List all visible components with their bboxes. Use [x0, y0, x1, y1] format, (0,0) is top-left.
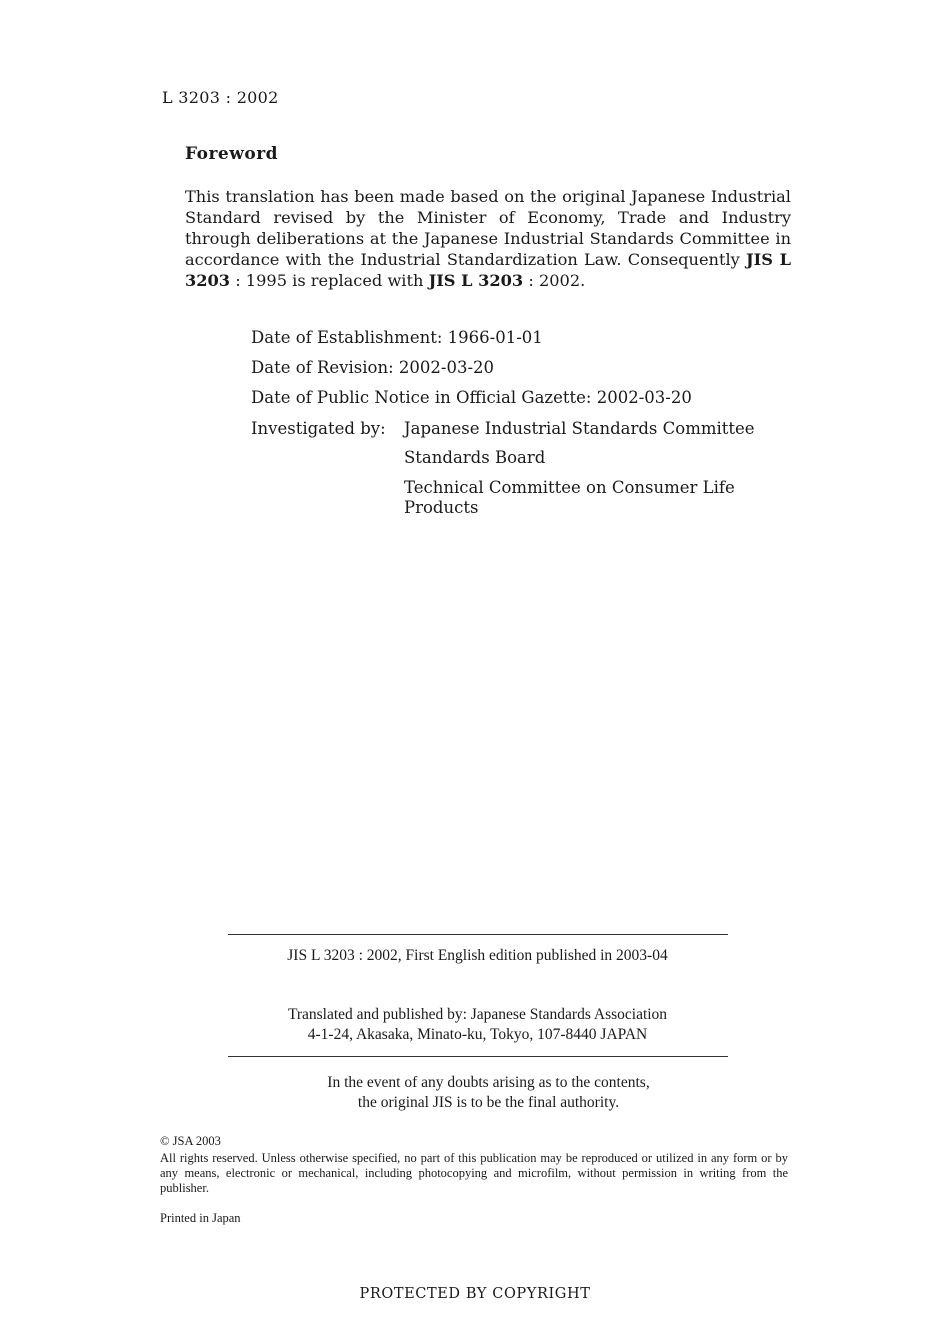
date-public-notice: Date of Public Notice in Official Gazette: 2002-03-20	[251, 388, 692, 407]
middle-rule	[228, 1056, 728, 1057]
authority-line2: the original JIS is to be the final authority.	[357, 1094, 620, 1111]
foreword-title: Foreword	[185, 144, 279, 164]
date-establishment: Date of Establishment: 1966-01-01	[251, 328, 543, 347]
rights-statement: All rights reserved. Unless otherwise specified, no part of this publication may be reproduced or utilized in any form or by any means, electronic or mechanical, including photocopying and microfilm, without permission in writing from the publisher.	[160, 1151, 788, 1195]
edition-line: JIS L 3203 : 2002, First English edition published in 2003-04	[287, 947, 668, 964]
authority-line1: In the event of any doubts arising as to the contents,	[327, 1074, 650, 1091]
investigator-technical-line1: Technical Committee on Consumer Life	[404, 478, 735, 497]
investigator-board: Standards Board	[404, 448, 546, 467]
publisher-line1: Translated and published by: Japanese Standards Association	[287, 1006, 668, 1023]
investigator-technical-line2: Products	[404, 498, 479, 517]
foreword-body	[185, 186, 791, 291]
publisher-address: 4-1-24, Akasaka, Minato-ku, Tokyo, 107-8440 JAPAN	[307, 1026, 648, 1043]
standard-code: L 3203 : 2002	[162, 88, 279, 107]
printed-in: Printed in Japan	[160, 1211, 241, 1225]
investigator-committee: Japanese Industrial Standards Committee	[404, 419, 755, 438]
foreword-text-part2: : 1995 is replaced with	[230, 271, 429, 290]
top-rule	[228, 934, 728, 935]
foreword-text-part3: : 2002.	[523, 271, 586, 290]
investigated-by-label: Investigated by:	[251, 419, 386, 438]
foreword-text-part1: This translation has been made based on the original Japanese Industrial Standard revised by the Minister of Economy, Trade and Industry through deliberations at the Japanese Industrial Standards Committee in accordance with the Industrial Standardization Law. Consequently	[185, 187, 791, 269]
protected-by-copyright: PROTECTED BY COPYRIGHT	[359, 1286, 591, 1302]
old-standard-ref: JIS L 3203	[185, 250, 791, 290]
date-revision: Date of Revision: 2002-03-20	[251, 358, 495, 377]
copyright-notice: © JSA 2003	[160, 1134, 221, 1148]
new-standard-ref: JIS L 3203	[428, 271, 524, 290]
